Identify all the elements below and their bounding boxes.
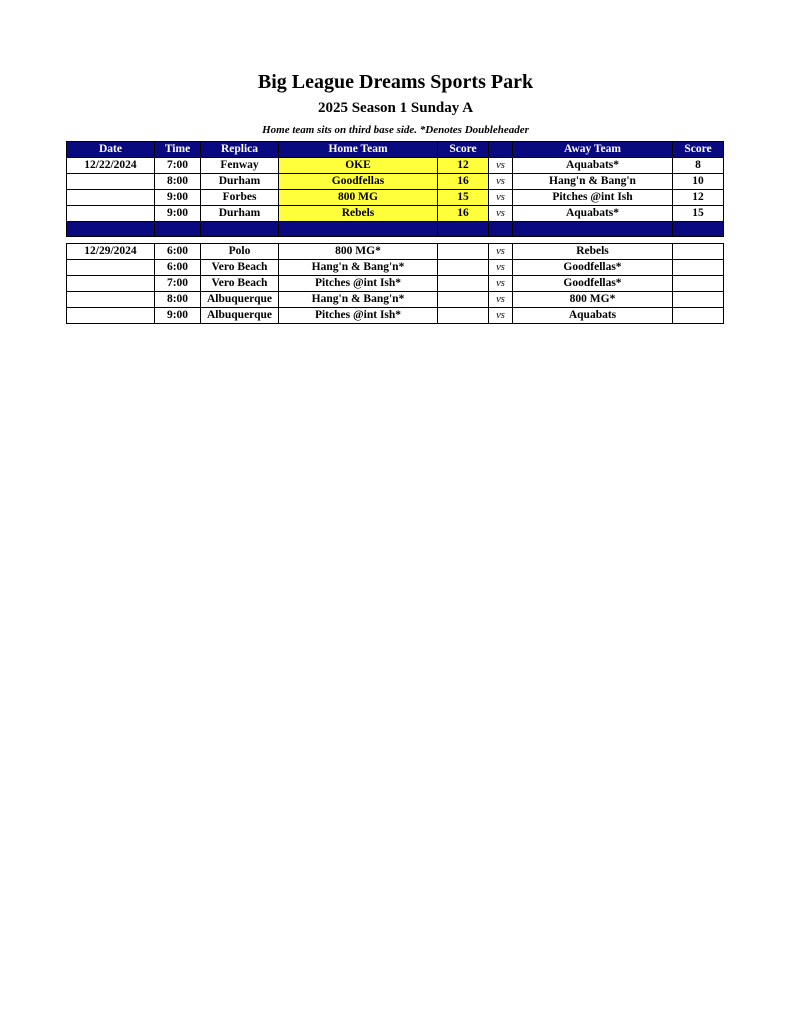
home-score-cell xyxy=(438,260,489,276)
away-team-cell: Rebels xyxy=(513,244,673,260)
vs-cell: vs xyxy=(489,308,513,324)
away-score-cell xyxy=(673,308,724,324)
away-score-cell: 10 xyxy=(673,174,724,190)
separator-cell xyxy=(279,222,438,237)
home-team-cell: Rebels xyxy=(279,206,438,222)
game-date-cell xyxy=(67,260,155,276)
home-team-cell: Pitches @int Ish* xyxy=(279,276,438,292)
home-score-cell: 16 xyxy=(438,174,489,190)
game-row xyxy=(67,206,724,222)
home-team-cell: Goodfellas xyxy=(279,174,438,190)
game-row xyxy=(67,292,724,308)
game-time-cell: 7:00 xyxy=(155,276,201,292)
home-score-cell xyxy=(438,308,489,324)
replica-field-cell: Albuquerque xyxy=(201,292,279,308)
away-team-cell: Pitches @int Ish xyxy=(513,190,673,206)
away-score-cell: 12 xyxy=(673,190,724,206)
vs-cell: vs xyxy=(489,276,513,292)
spacer-cell xyxy=(513,237,673,244)
away-team-cell: 800 MG* xyxy=(513,292,673,308)
away-score-cell xyxy=(673,260,724,276)
header-home-team: Home Team xyxy=(279,142,438,158)
spacer-cell xyxy=(489,237,513,244)
game-row xyxy=(67,276,724,292)
game-row xyxy=(67,260,724,276)
home-score-cell xyxy=(438,244,489,260)
game-date-cell xyxy=(67,276,155,292)
spacer-cell xyxy=(673,237,724,244)
game-date-cell xyxy=(67,206,155,222)
game-time-cell: 6:00 xyxy=(155,244,201,260)
spacer-row xyxy=(67,237,724,244)
vs-cell: vs xyxy=(489,158,513,174)
header-away-team: Away Team xyxy=(513,142,673,158)
schedule-body xyxy=(67,158,724,324)
home-team-cell: Pitches @int Ish* xyxy=(279,308,438,324)
game-date-cell xyxy=(67,308,155,324)
replica-field-cell: Durham xyxy=(201,206,279,222)
away-team-cell: Aquabats xyxy=(513,308,673,324)
game-time-cell: 9:00 xyxy=(155,308,201,324)
game-time-cell: 8:00 xyxy=(155,174,201,190)
home-team-cell: Hang'n & Bang'n* xyxy=(279,292,438,308)
spacer-cell xyxy=(67,237,155,244)
header-date: Date xyxy=(67,142,155,158)
replica-field-cell: Albuquerque xyxy=(201,308,279,324)
separator-cell xyxy=(67,222,155,237)
away-team-cell: Goodfellas* xyxy=(513,276,673,292)
spacer-cell xyxy=(438,237,489,244)
away-team-cell: Aquabats* xyxy=(513,206,673,222)
header-time: Time xyxy=(155,142,201,158)
spacer-cell xyxy=(201,237,279,244)
home-team-cell: 800 MG xyxy=(279,190,438,206)
home-score-cell xyxy=(438,276,489,292)
vs-cell: vs xyxy=(489,292,513,308)
header-row xyxy=(67,142,724,158)
replica-field-cell: Fenway xyxy=(201,158,279,174)
game-time-cell: 6:00 xyxy=(155,260,201,276)
replica-field-cell: Polo xyxy=(201,244,279,260)
away-score-cell: 8 xyxy=(673,158,724,174)
replica-field-cell: Vero Beach xyxy=(201,260,279,276)
separator-cell xyxy=(201,222,279,237)
week-separator-row xyxy=(67,222,724,237)
vs-cell: vs xyxy=(489,244,513,260)
header-vs xyxy=(489,142,513,158)
home-score-cell: 16 xyxy=(438,206,489,222)
game-row xyxy=(67,308,724,324)
game-row xyxy=(67,190,724,206)
schedule-table xyxy=(66,141,724,324)
home-score-cell xyxy=(438,292,489,308)
home-team-cell: 800 MG* xyxy=(279,244,438,260)
doubleheader-note: Home team sits on third base side. *Denotes Doubleheader xyxy=(262,124,529,136)
away-score-cell xyxy=(673,292,724,308)
game-date-cell xyxy=(67,190,155,206)
game-date-cell: 12/22/2024 xyxy=(67,158,155,174)
vs-cell: vs xyxy=(489,260,513,276)
page-subtitle: 2025 Season 1 Sunday A xyxy=(317,100,474,116)
page-title: Big League Dreams Sports Park xyxy=(257,71,534,93)
replica-field-cell: Durham xyxy=(201,174,279,190)
vs-cell: vs xyxy=(489,206,513,222)
away-team-cell: Hang'n & Bang'n xyxy=(513,174,673,190)
game-row xyxy=(67,174,724,190)
game-date-cell xyxy=(67,174,155,190)
separator-cell xyxy=(489,222,513,237)
away-score-cell xyxy=(673,276,724,292)
game-time-cell: 7:00 xyxy=(155,158,201,174)
separator-cell xyxy=(673,222,724,237)
home-score-cell: 12 xyxy=(438,158,489,174)
game-time-cell: 9:00 xyxy=(155,206,201,222)
game-row xyxy=(67,158,724,174)
vs-cell: vs xyxy=(489,190,513,206)
away-team-cell: Goodfellas* xyxy=(513,260,673,276)
home-score-cell: 15 xyxy=(438,190,489,206)
vs-cell: vs xyxy=(489,174,513,190)
away-score-cell: 15 xyxy=(673,206,724,222)
separator-cell xyxy=(513,222,673,237)
game-row xyxy=(67,244,724,260)
game-date-cell: 12/29/2024 xyxy=(67,244,155,260)
game-time-cell: 9:00 xyxy=(155,190,201,206)
spacer-cell xyxy=(279,237,438,244)
away-score-cell xyxy=(673,244,724,260)
separator-cell xyxy=(438,222,489,237)
home-team-cell: Hang'n & Bang'n* xyxy=(279,260,438,276)
separator-cell xyxy=(155,222,201,237)
replica-field-cell: Vero Beach xyxy=(201,276,279,292)
header-replica: Replica xyxy=(201,142,279,158)
header-home-score: Score xyxy=(438,142,489,158)
header-away-score: Score xyxy=(673,142,724,158)
replica-field-cell: Forbes xyxy=(201,190,279,206)
home-team-cell: OKE xyxy=(279,158,438,174)
away-team-cell: Aquabats* xyxy=(513,158,673,174)
spacer-cell xyxy=(155,237,201,244)
game-date-cell xyxy=(67,292,155,308)
game-time-cell: 8:00 xyxy=(155,292,201,308)
